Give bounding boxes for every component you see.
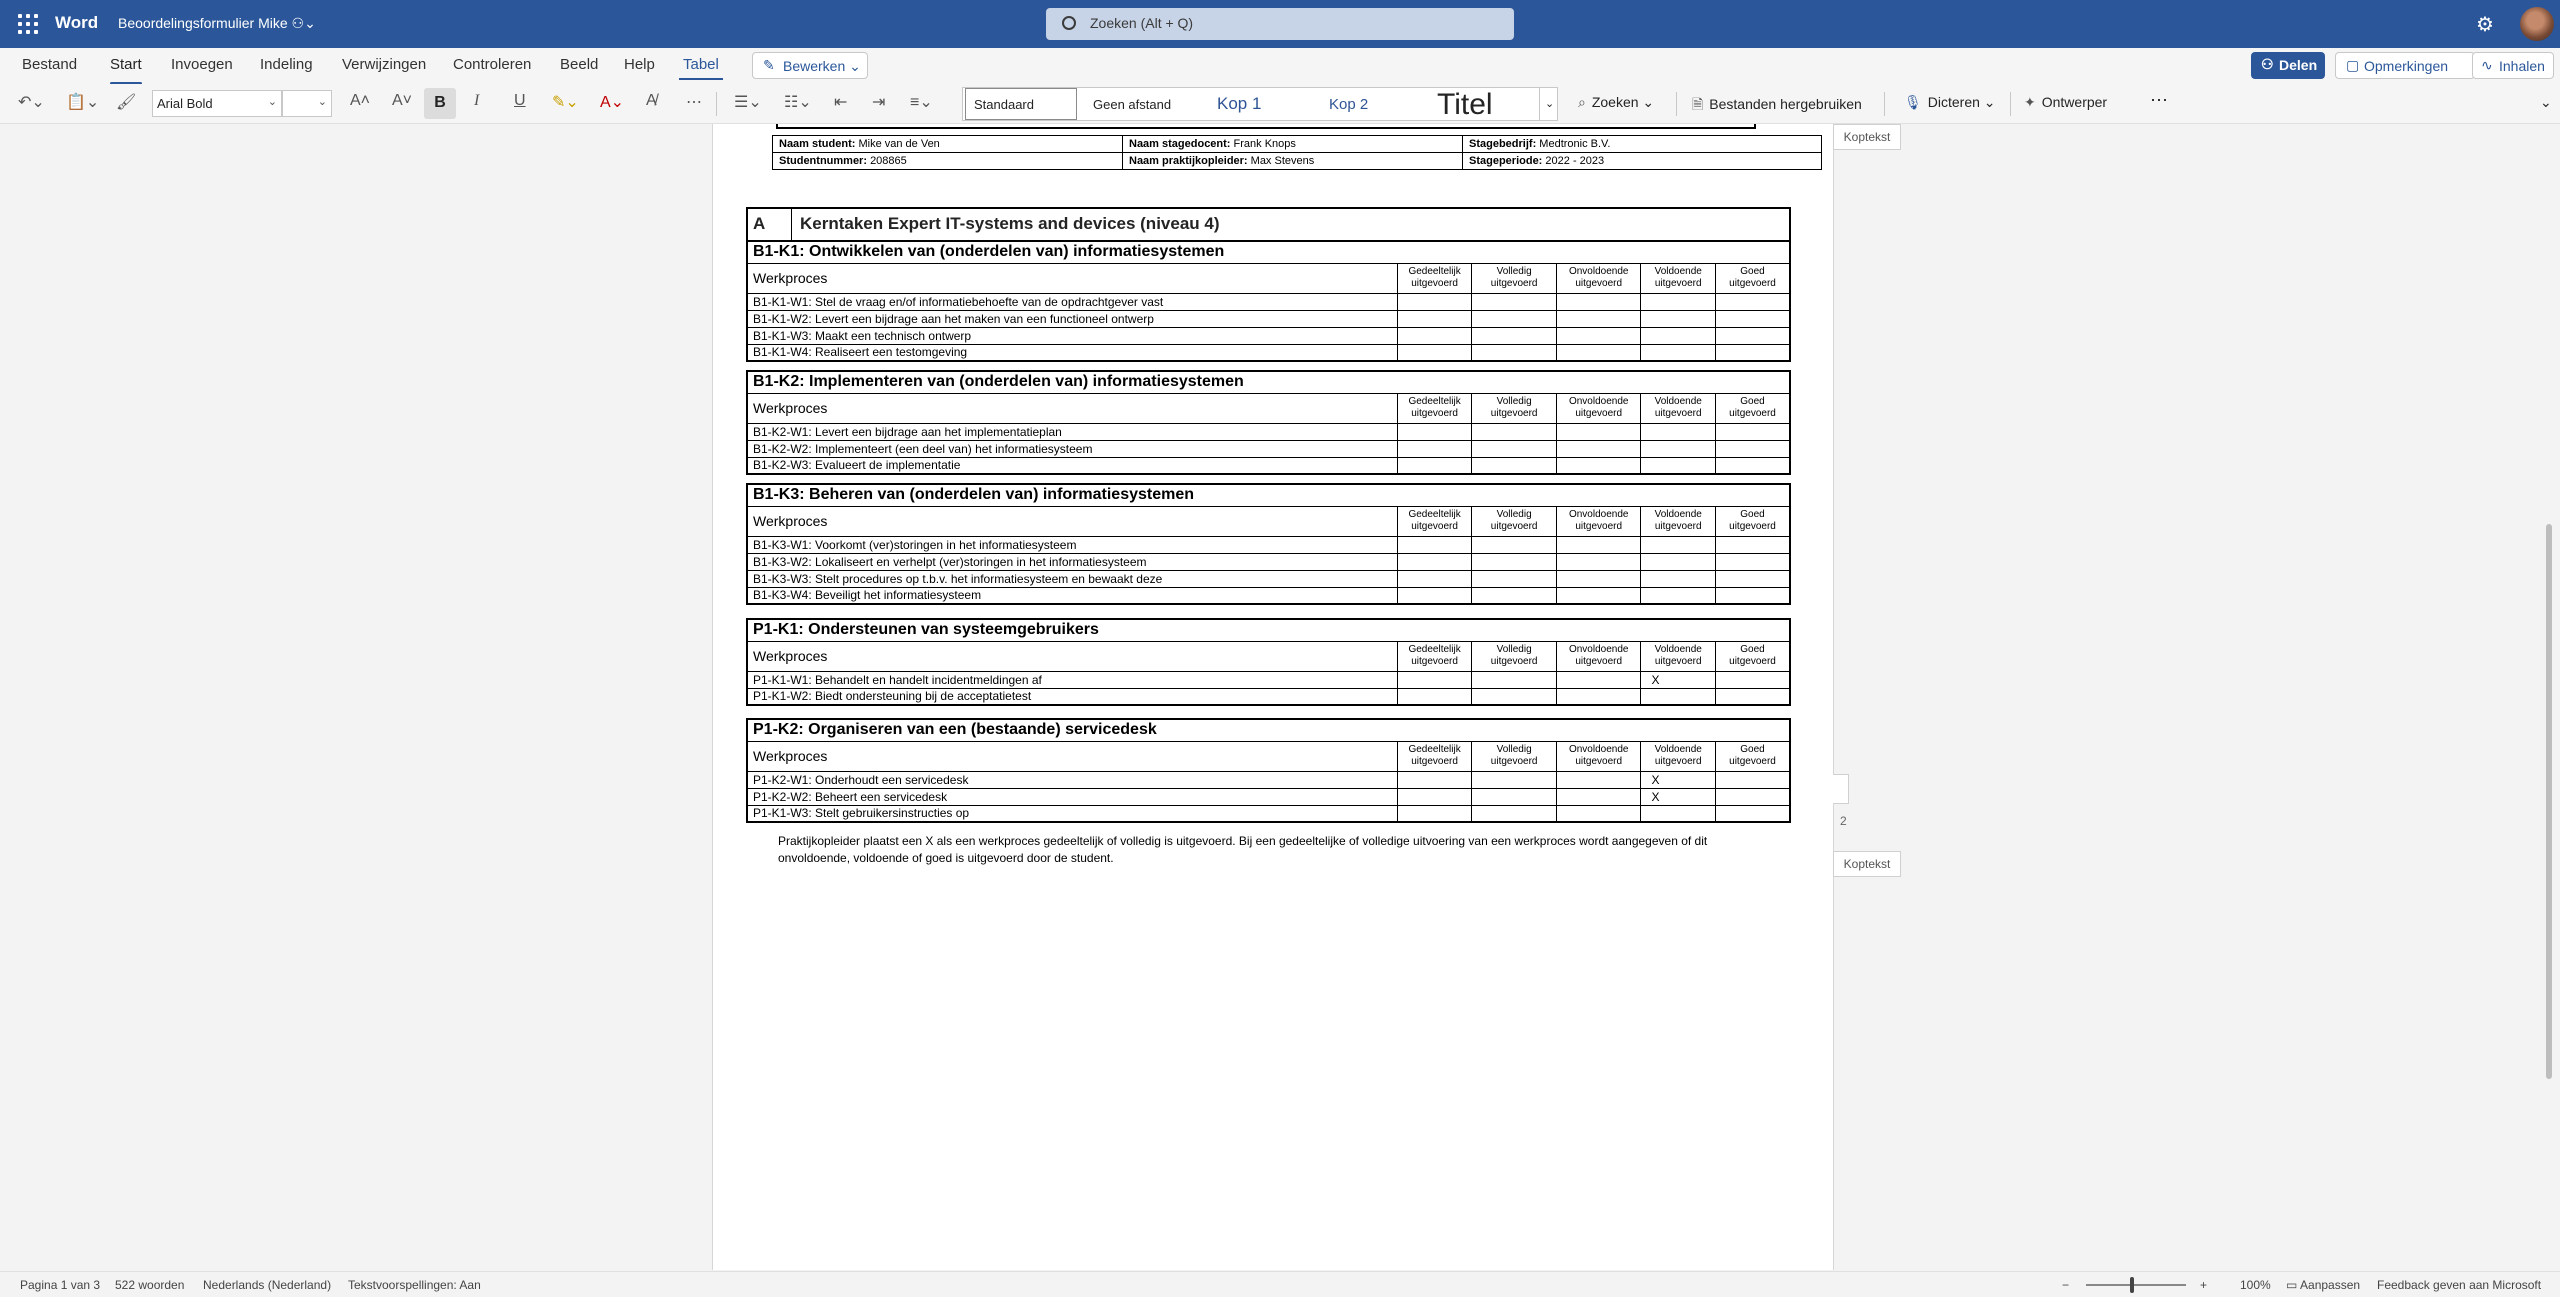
assessment-cell[interactable]	[1397, 344, 1472, 361]
tab-indeling[interactable]: Indeling	[260, 56, 313, 73]
numbering-icon[interactable]: ☷⌄	[784, 94, 812, 111]
italic-button[interactable]: I	[474, 92, 480, 109]
column-header[interactable]: Voldoende uitgevoerd	[1641, 641, 1716, 671]
werkproces-label[interactable]: B1-K2-W2: Implementeert (een deel van) het informatiesysteem	[747, 440, 1397, 457]
tab-controleren[interactable]: Controleren	[453, 56, 532, 73]
werkproces-label[interactable]: B1-K2-W1: Levert een bijdrage aan het implementatieplan	[747, 423, 1397, 440]
assessment-cell[interactable]	[1472, 771, 1557, 788]
feedback-link[interactable]: Feedback geven aan Microsoft	[2377, 1278, 2542, 1292]
paste-icon[interactable]: 📋⌄	[66, 94, 100, 111]
column-header[interactable]: Volledig uitgevoerd	[1472, 393, 1557, 423]
assessment-cell[interactable]	[1472, 293, 1557, 310]
find-button[interactable]: ⌕ Zoeken ⌄	[1578, 94, 1655, 110]
status-bar	[0, 1271, 2560, 1297]
designer-icon: ✦	[2024, 94, 2036, 110]
table-row	[747, 688, 1790, 705]
title-bar	[0, 0, 2560, 48]
column-header[interactable]: Volledig uitgevoerd	[1472, 506, 1557, 536]
assessment-cell[interactable]	[1397, 293, 1472, 310]
tab-help[interactable]: Help	[624, 56, 655, 73]
section-letter: A	[748, 209, 792, 240]
assessment-cell[interactable]	[1641, 570, 1716, 587]
assessment-cell[interactable]: X	[1641, 671, 1716, 688]
divider	[716, 92, 717, 116]
assessment-cell[interactable]	[1472, 536, 1557, 553]
assessment-cell[interactable]	[1556, 805, 1641, 822]
page-indicator[interactable]: Pagina 1 van 3	[20, 1278, 101, 1292]
table-row	[747, 788, 1790, 805]
instruction-note[interactable]: Praktijkopleider plaatst een X als een werkproces gedeeltelijk of volledig is uitgevoerd. Bij een gedeeltelijke of volledige uitvoering van een werkproces wordt aangegeven of dit onvoldoende, voldoende of goed is uitgevoerd door de student.	[778, 834, 1708, 865]
column-header[interactable]: Voldoende uitgevoerd	[1641, 506, 1716, 536]
assessment-cell[interactable]	[1641, 805, 1716, 822]
font-name-select[interactable]	[152, 90, 282, 117]
app-name[interactable]: Word	[55, 13, 99, 32]
assessment-cell[interactable]	[1556, 293, 1641, 310]
assessment-cell[interactable]	[1556, 536, 1641, 553]
company-cell[interactable]	[1463, 136, 1822, 153]
assessment-cell[interactable]	[1556, 440, 1641, 457]
assessment-cell[interactable]	[1397, 440, 1472, 457]
reuse-files-button[interactable]	[1692, 94, 1862, 118]
catch-up-icon: ∿	[2481, 57, 2493, 73]
mentor-label: Naam praktijkopleider:	[1129, 155, 1248, 167]
column-header[interactable]: Gedeeltelijk uitgevoerd	[1397, 506, 1472, 536]
pencil-icon: ✎	[763, 57, 775, 73]
increase-indent-icon[interactable]: ⇥	[872, 94, 886, 111]
mentor-cell[interactable]	[1123, 153, 1463, 170]
collapse-ribbon-icon[interactable]: ⌄	[2540, 94, 2552, 110]
assessment-cell[interactable]	[1715, 553, 1790, 570]
werkproces-label[interactable]: B1-K3-W3: Stelt procedures op t.b.v. het informatiesysteem en bewaakt deze	[747, 570, 1397, 587]
assessment-cell[interactable]	[1472, 440, 1557, 457]
chevron-down-icon: ⌄	[267, 96, 277, 108]
kerntaak-title[interactable]: B1-K2: Implementeren van (onderdelen van) informatiesystemen	[747, 371, 1790, 393]
table-row	[747, 805, 1790, 822]
fit-label: Aanpassen	[2300, 1278, 2361, 1292]
column-header[interactable]: Gedeeltelijk uitgevoerd	[1397, 741, 1472, 771]
assessment-cell[interactable]	[1397, 423, 1472, 440]
fit-icon: ▭	[2286, 1278, 2298, 1292]
word-count[interactable]: 522 woorden	[115, 1278, 185, 1292]
edit-mode-button[interactable]: ✎ Bewerken ⌄	[752, 52, 868, 79]
table-row	[747, 457, 1790, 474]
assessment-cell[interactable]	[1397, 671, 1472, 688]
assessment-cell[interactable]	[1715, 344, 1790, 361]
assessment-cell[interactable]	[1472, 553, 1557, 570]
column-header[interactable]: Voldoende uitgevoerd	[1641, 741, 1716, 771]
assessment-cell[interactable]	[1472, 587, 1557, 604]
student-number-cell[interactable]	[773, 153, 1123, 170]
font-name-value: Arial Bold	[157, 96, 213, 111]
share-icon: ⚇	[2261, 56, 2274, 72]
table-row	[747, 771, 1790, 788]
period-label: Stageperiode:	[1469, 155, 1543, 167]
assessment-cell[interactable]	[1715, 327, 1790, 344]
avatar[interactable]	[2520, 7, 2554, 41]
column-header[interactable]: Voldoende uitgevoerd	[1641, 393, 1716, 423]
column-header[interactable]: Volledig uitgevoerd	[1472, 263, 1557, 293]
werkproces-label[interactable]: B1-K3-W4: Beveiligt het informatiesysteem	[747, 587, 1397, 604]
assessment-cell[interactable]	[1556, 587, 1641, 604]
assessment-cell[interactable]	[1641, 457, 1716, 474]
werkproces-label[interactable]: P1-K2-W2: Beheert een servicedesk	[747, 788, 1397, 805]
werkproces-label[interactable]: B1-K3-W1: Voorkomt (ver)storingen in het informatiesysteem	[747, 536, 1397, 553]
column-header[interactable]: Goed uitgevoerd	[1715, 393, 1790, 423]
section-header[interactable]	[746, 207, 1791, 240]
find-label: Zoeken	[1591, 94, 1639, 110]
column-header[interactable]: Onvoldoende uitgevoerd	[1556, 506, 1641, 536]
assessment-cell[interactable]	[1715, 805, 1790, 822]
column-header[interactable]: Gedeeltelijk uitgevoerd	[1397, 641, 1472, 671]
zoom-slider-knob[interactable]	[2130, 1277, 2134, 1293]
werkproces-header[interactable]: Werkproces	[747, 263, 1397, 293]
scrollbar-thumb[interactable]	[2546, 524, 2552, 1079]
assessment-cell[interactable]	[1641, 423, 1716, 440]
assessment-cell[interactable]	[1397, 553, 1472, 570]
assessment-cell[interactable]	[1556, 553, 1641, 570]
font-color-icon[interactable]: A⌄	[600, 94, 625, 111]
assessment-cell[interactable]	[1556, 423, 1641, 440]
comments-button[interactable]	[2335, 52, 2475, 79]
company-value: Medtronic B.V.	[1539, 138, 1611, 150]
assessment-cell[interactable]	[1556, 310, 1641, 327]
table-row	[747, 310, 1790, 327]
werkproces-label[interactable]: P1-K1-W1: Behandelt en handelt incidentmeldingen af	[747, 671, 1397, 688]
style-kop-2[interactable]: Kop 2	[1329, 96, 1369, 113]
dictate-button[interactable]: 🎙 Dicteren ⌄	[1904, 94, 1996, 110]
ribbon-toolbar	[0, 84, 2560, 124]
text-predictions[interactable]: Tekstvoorspellingen: Aan	[348, 1278, 481, 1292]
kerntaak-title[interactable]: B1-K3: Beheren van (onderdelen van) informatiesystemen	[747, 484, 1790, 506]
fit-button[interactable]	[2286, 1278, 2360, 1292]
assessment-cell[interactable]	[1556, 671, 1641, 688]
table-row	[747, 440, 1790, 457]
comment-icon: ▢	[2346, 57, 2360, 73]
assessment-cell[interactable]	[1472, 457, 1557, 474]
kerntaak-table[interactable]	[746, 370, 1791, 475]
werkproces-header[interactable]: Werkproces	[747, 741, 1397, 771]
settings-gear-icon[interactable]: ⚙	[2476, 14, 2494, 36]
document-name-label: Beoordelingsformulier Mike	[118, 15, 288, 31]
assessment-cell[interactable]	[1397, 570, 1472, 587]
more-font-options-icon[interactable]: ⋯	[686, 94, 702, 111]
edit-mode-label: Bewerken	[783, 58, 846, 74]
assessment-cell[interactable]	[1397, 327, 1472, 344]
student-name-cell[interactable]	[773, 136, 1123, 153]
grow-font-icon[interactable]: A˄	[350, 92, 371, 109]
docent-label: Naam stagedocent:	[1129, 138, 1231, 150]
kerntaak-table[interactable]	[746, 618, 1791, 706]
style-geen-afstand[interactable]: Geen afstand	[1093, 97, 1172, 112]
table-row	[747, 553, 1790, 570]
page-marker	[1833, 774, 1849, 804]
reuse-files-icon: 🗎	[1692, 96, 1704, 112]
kerntaak-title[interactable]: B1-K1: Ontwikkelen van (onderdelen van) informatiesystemen	[747, 241, 1790, 263]
column-header[interactable]: Gedeeltelijk uitgevoerd	[1397, 263, 1472, 293]
table-row	[747, 293, 1790, 310]
werkproces-header[interactable]: Werkproces	[747, 393, 1397, 423]
period-cell[interactable]	[1463, 153, 1822, 170]
tab-bestand[interactable]: Bestand	[22, 56, 78, 73]
header-button-page-2[interactable]: Koptekst	[1833, 851, 1901, 877]
column-header[interactable]: Goed uitgevoerd	[1715, 506, 1790, 536]
assessment-cell[interactable]	[1641, 440, 1716, 457]
werkproces-label[interactable]: B1-K2-W3: Evalueert de implementatie	[747, 457, 1397, 474]
designer-label: Ontwerper	[2041, 94, 2108, 110]
align-icon[interactable]: ≡⌄	[910, 94, 933, 111]
assessment-cell[interactable]	[1715, 788, 1790, 805]
assessment-cell[interactable]	[1641, 536, 1716, 553]
ribbon-tabs	[0, 48, 2560, 84]
page-number: 2	[1840, 814, 1847, 828]
assessment-cell[interactable]	[1641, 587, 1716, 604]
styles-expand-icon[interactable]: ⌄	[1539, 87, 1558, 121]
werkproces-label[interactable]: B1-K1-W1: Stel de vraag en/of informatiebehoefte van de opdrachtgever vast	[747, 293, 1397, 310]
comments-label: Opmerkingen	[2364, 58, 2449, 74]
docent-value: Frank Knops	[1233, 138, 1296, 150]
zoom-in-icon[interactable]: +	[2200, 1278, 2208, 1292]
document-canvas	[0, 124, 2560, 1271]
company-label: Stagebedrijf:	[1469, 138, 1537, 150]
assessment-cell[interactable]	[1472, 327, 1557, 344]
column-header[interactable]: Onvoldoende uitgevoerd	[1556, 741, 1641, 771]
column-header[interactable]: Voldoende uitgevoerd	[1641, 263, 1716, 293]
assessment-cell[interactable]	[1397, 536, 1472, 553]
underline-button[interactable]: U	[514, 92, 526, 109]
column-header[interactable]: Goed uitgevoerd	[1715, 741, 1790, 771]
search-icon	[1062, 16, 1076, 30]
assessment-cell[interactable]	[1556, 327, 1641, 344]
tab-tabel[interactable]: Tabel	[683, 56, 719, 73]
assessment-cell[interactable]	[1715, 310, 1790, 327]
assessment-cell[interactable]	[1472, 570, 1557, 587]
table-row	[747, 587, 1790, 604]
search-icon: ⌕	[1578, 94, 1586, 110]
search-input[interactable]	[1046, 8, 1514, 40]
style-kop-1[interactable]: Kop 1	[1217, 94, 1262, 113]
assessment-cell[interactable]	[1397, 310, 1472, 327]
column-header[interactable]: Onvoldoende uitgevoerd	[1556, 393, 1641, 423]
assessment-cell[interactable]	[1715, 570, 1790, 587]
assessment-cell[interactable]	[1397, 771, 1472, 788]
column-header[interactable]: Goed uitgevoerd	[1715, 641, 1790, 671]
zoom-slider[interactable]	[2086, 1284, 2186, 1286]
assessment-cell[interactable]	[1397, 688, 1472, 705]
zoom-level[interactable]: 100%	[2240, 1278, 2271, 1292]
table-row	[747, 423, 1790, 440]
werkproces-label[interactable]: B1-K1-W2: Levert een bijdrage aan het maken van een functioneel ontwerp	[747, 310, 1397, 327]
assessment-cell[interactable]	[1556, 570, 1641, 587]
assessment-cell[interactable]	[1641, 344, 1716, 361]
assessment-cell[interactable]	[1556, 344, 1641, 361]
column-header[interactable]: Onvoldoende uitgevoerd	[1556, 641, 1641, 671]
werkproces-header[interactable]: Werkproces	[747, 506, 1397, 536]
student-info-table[interactable]	[772, 135, 1822, 170]
assessment-cell[interactable]	[1472, 788, 1557, 805]
assessment-cell[interactable]	[1641, 688, 1716, 705]
style-titel[interactable]: Titel	[1437, 88, 1493, 121]
assessment-cell[interactable]	[1641, 553, 1716, 570]
assessment-cell[interactable]	[1397, 457, 1472, 474]
assessment-cell[interactable]	[1715, 771, 1790, 788]
section-title: Kerntaken Expert IT-systems and devices (niveau 4)	[800, 214, 1220, 233]
werkproces-label[interactable]: B1-K3-W2: Lokaliseert en verhelpt (ver)storingen in het informatiesysteem	[747, 553, 1397, 570]
shrink-font-icon[interactable]: A˅	[392, 92, 413, 109]
styles-gallery	[962, 87, 1558, 121]
assessment-cell[interactable]	[1472, 344, 1557, 361]
column-header[interactable]: Goed uitgevoerd	[1715, 263, 1790, 293]
assessment-cell[interactable]	[1715, 293, 1790, 310]
bullets-icon[interactable]: ☰⌄	[734, 94, 762, 111]
kerntaak-table[interactable]	[746, 483, 1791, 605]
shared-users-icon[interactable]: ⚇⌄	[291, 15, 316, 31]
tab-start[interactable]: Start	[110, 56, 142, 73]
divider	[1884, 92, 1885, 116]
table-row	[747, 344, 1790, 361]
table-border	[776, 124, 1756, 129]
assessment-cell[interactable]: X	[1641, 788, 1716, 805]
period-value: 2022 - 2023	[1545, 155, 1605, 167]
assessment-cell[interactable]	[1397, 587, 1472, 604]
catch-up-button[interactable]	[2472, 52, 2554, 79]
assessment-cell[interactable]	[1641, 293, 1716, 310]
assessment-cell[interactable]	[1397, 788, 1472, 805]
assessment-cell[interactable]	[1715, 671, 1790, 688]
clear-formatting-icon[interactable]: A̸	[646, 92, 657, 109]
divider	[1676, 92, 1677, 116]
column-header[interactable]: Gedeeltelijk uitgevoerd	[1397, 393, 1472, 423]
assessment-cell[interactable]	[1472, 310, 1557, 327]
kerntaak-title[interactable]: P1-K2: Organiseren van een (bestaande) servicedesk	[747, 719, 1790, 741]
style-standaard[interactable]: Standaard	[965, 88, 1077, 120]
assessment-cell[interactable]	[1556, 771, 1641, 788]
reuse-files-label: Bestanden hergebruiken	[1709, 96, 1862, 112]
werkproces-label[interactable]: P1-K2-W1: Onderhoudt een servicedesk	[747, 771, 1397, 788]
assessment-cell[interactable]	[1641, 327, 1716, 344]
divider	[2010, 92, 2011, 116]
tab-beeld[interactable]: Beeld	[560, 56, 599, 73]
chevron-down-icon: ⌄	[317, 96, 327, 108]
document-name[interactable]	[118, 15, 316, 32]
assessment-cell[interactable]	[1472, 805, 1557, 822]
format-painter-icon[interactable]: 🖌	[116, 94, 137, 111]
assessment-cell[interactable]	[1556, 457, 1641, 474]
kerntaak-title[interactable]: P1-K1: Ondersteunen van systeemgebruikers	[747, 619, 1790, 641]
table-row	[747, 671, 1790, 688]
table-row	[747, 327, 1790, 344]
app-launcher-icon[interactable]	[16, 12, 40, 36]
assessment-cell[interactable]	[1715, 536, 1790, 553]
assessment-cell[interactable]	[1715, 587, 1790, 604]
search-placeholder: Zoeken (Alt + Q)	[1090, 15, 1194, 31]
kerntaak-table[interactable]	[746, 240, 1791, 362]
werkproces-label[interactable]: P1-K1-W3: Stelt gebruikersinstructies op	[747, 805, 1397, 822]
designer-button[interactable]	[2024, 94, 2107, 111]
student-number-label: Studentnummer:	[779, 155, 867, 167]
share-button[interactable]	[2251, 52, 2325, 79]
assessment-cell[interactable]	[1715, 423, 1790, 440]
bold-button[interactable]: B	[424, 88, 456, 119]
table-row	[747, 570, 1790, 587]
more-options-icon[interactable]: ⋯	[2150, 90, 2168, 110]
assessment-cell[interactable]	[1472, 423, 1557, 440]
mentor-value: Max Stevens	[1250, 155, 1315, 167]
tab-verwijzingen[interactable]: Verwijzingen	[342, 56, 427, 73]
zoom-out-icon[interactable]: −	[2062, 1278, 2070, 1292]
column-header[interactable]: Volledig uitgevoerd	[1472, 641, 1557, 671]
column-header[interactable]: Onvoldoende uitgevoerd	[1556, 263, 1641, 293]
font-size-select[interactable]	[282, 90, 332, 117]
werkproces-label[interactable]: B1-K1-W3: Maakt een technisch ontwerp	[747, 327, 1397, 344]
decrease-indent-icon[interactable]: ⇤	[834, 94, 848, 111]
microphone-icon: 🎙	[1904, 94, 1922, 110]
assessment-cell[interactable]	[1715, 440, 1790, 457]
header-button[interactable]: Koptekst	[1833, 124, 1901, 150]
student-number-value: 208865	[870, 155, 907, 167]
werkproces-label[interactable]: P1-K1-W2: Biedt ondersteuning bij de acceptatietest	[747, 688, 1397, 705]
werkproces-label[interactable]: B1-K1-W4: Realiseert een testomgeving	[747, 344, 1397, 361]
student-label: Naam student:	[779, 138, 856, 150]
vertical-scrollbar[interactable]	[2546, 124, 2554, 1271]
assessment-cell[interactable]	[1641, 310, 1716, 327]
assessment-cell[interactable]	[1556, 688, 1641, 705]
language-indicator[interactable]: Nederlands (Nederland)	[203, 1278, 332, 1292]
column-header[interactable]: Volledig uitgevoerd	[1472, 741, 1557, 771]
dictate-label: Dicteren	[1927, 94, 1980, 110]
undo-icon[interactable]: ↶⌄	[18, 94, 45, 111]
tab-invoegen[interactable]: Invoegen	[171, 56, 233, 73]
werkproces-header[interactable]: Werkproces	[747, 641, 1397, 671]
highlight-icon[interactable]: ✎⌄	[552, 94, 579, 111]
share-label: Delen	[2279, 57, 2318, 73]
assessment-cell[interactable]	[1715, 688, 1790, 705]
student-value: Mike van de Ven	[858, 138, 940, 150]
assessment-cell[interactable]	[1397, 805, 1472, 822]
assessment-cell[interactable]	[1472, 688, 1557, 705]
assessment-cell[interactable]	[1472, 671, 1557, 688]
table-row	[747, 536, 1790, 553]
catch-up-label: Inhalen	[2499, 58, 2545, 74]
assessment-cell[interactable]	[1715, 457, 1790, 474]
docent-cell[interactable]	[1123, 136, 1463, 153]
kerntaak-table[interactable]	[746, 718, 1791, 823]
assessment-cell[interactable]	[1556, 788, 1641, 805]
assessment-cell[interactable]: X	[1641, 771, 1716, 788]
